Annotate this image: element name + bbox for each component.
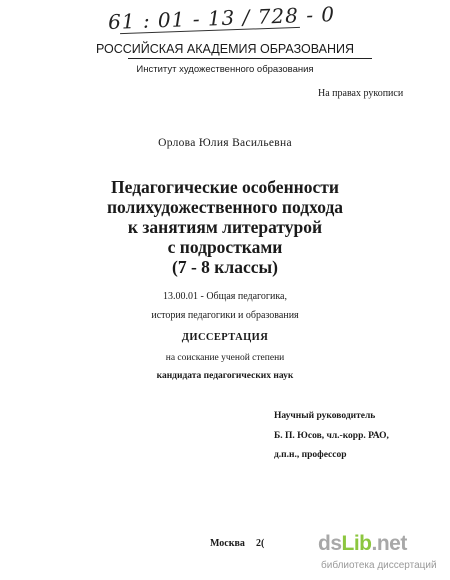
author-name: Орлова Юлия Васильевна bbox=[158, 137, 292, 149]
header-divider bbox=[128, 58, 372, 59]
academy-name: РОССИЙСКАЯ АКАДЕМИЯ ОБРАЗОВАНИЯ bbox=[95, 42, 355, 56]
title-line: полихудожественного подхода bbox=[106, 197, 344, 217]
supervisor-line: Научный руководитель bbox=[274, 411, 376, 421]
dslib-logo bbox=[318, 532, 407, 556]
title-line: с подростками bbox=[167, 237, 283, 257]
supervisor-line: Б. П. Юсов, чл.-корр. РАО, bbox=[274, 430, 389, 441]
handwritten-archive-code: 61 : 01 - 13 / 728 - 0 bbox=[107, 2, 336, 34]
degree-line: на соискание ученой степени bbox=[165, 353, 285, 363]
supervisor-block bbox=[274, 407, 389, 466]
title-line: (7 - 8 классы) bbox=[172, 257, 278, 277]
logo-ds: ds bbox=[318, 532, 342, 555]
dissertation-label: ДИССЕРТАЦИЯ bbox=[181, 332, 269, 343]
dissertation-title bbox=[0, 177, 450, 277]
degree-info bbox=[0, 349, 450, 385]
logo-net: .net bbox=[371, 532, 407, 555]
institute-name: Институт художественного образования bbox=[136, 64, 314, 75]
specialty bbox=[0, 287, 450, 325]
logo-lib: Lib bbox=[341, 532, 372, 555]
specialty-line: 13.00.01 - Общая педагогика, bbox=[162, 291, 287, 302]
supervisor-line: д.п.н., профессор bbox=[274, 450, 347, 460]
degree-line: кандидата педагогических наук bbox=[156, 371, 294, 381]
title-line: к занятиям литературой bbox=[127, 217, 323, 237]
specialty-line: история педагогики и образования bbox=[151, 310, 299, 321]
manuscript-rights: На правах рукописи bbox=[318, 88, 404, 99]
dslib-watermark bbox=[318, 532, 448, 578]
title-line: Педагогические особенности bbox=[111, 177, 339, 197]
watermark-tagline: библиотека диссертаций bbox=[321, 560, 437, 571]
city: Москва bbox=[210, 538, 245, 549]
year: 2( bbox=[256, 538, 265, 549]
